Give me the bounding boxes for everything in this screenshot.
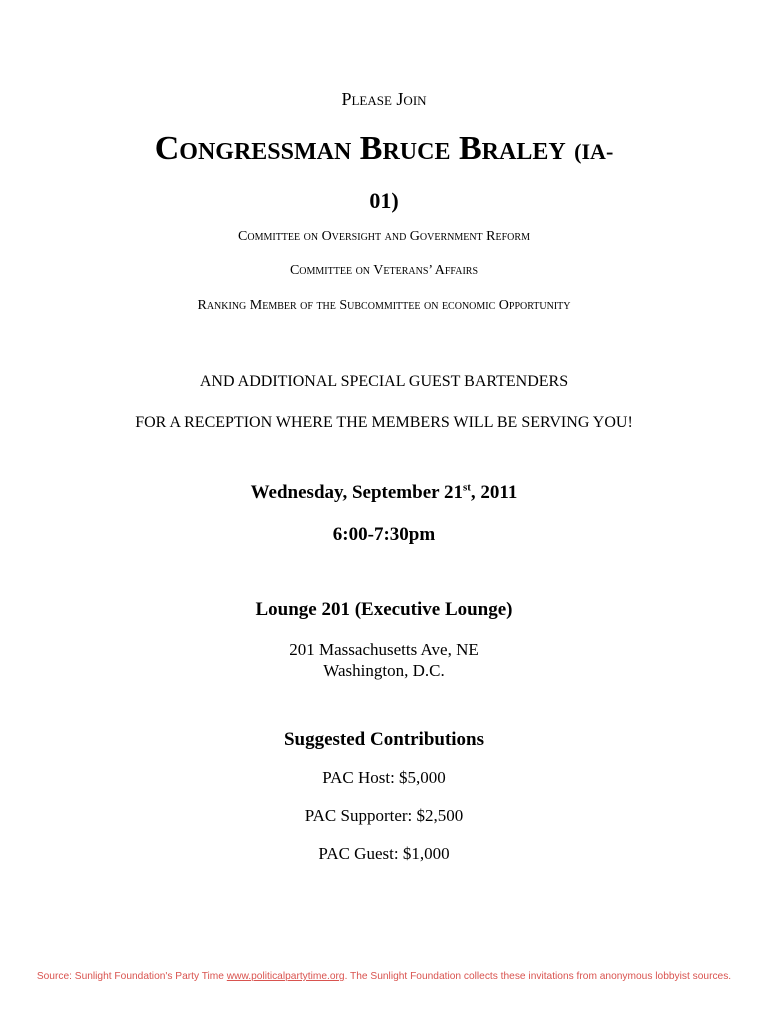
reception-line: FOR A RECEPTION WHERE THE MEMBERS WILL BE SERVING YOU!: [135, 414, 633, 431]
event-date-ordinal: st: [462, 481, 471, 494]
committee-line: Committee on Veterans’ Affairs: [289, 263, 479, 278]
event-time: 6:00-7:30pm: [332, 524, 436, 545]
contributions-heading: Suggested Contributions: [283, 729, 485, 750]
honoree-name: Congressman Bruce Braley: [154, 130, 566, 167]
contribution-tier: PAC Guest: $1,000: [318, 844, 450, 863]
district-label: (IA-: [574, 139, 614, 164]
source-prefix: Source: Sunlight Foundation's Party Time: [36, 971, 227, 982]
source-footer: [0, 971, 768, 982]
venue-name: Lounge 201 (Executive Lounge): [255, 599, 513, 620]
committee-line: Ranking Member of the Subcommittee on economic Opportunity: [197, 298, 571, 313]
venue-address-line1: 201 Massachusetts Ave, NE: [289, 640, 479, 659]
venue-address-line2: Washington, D.C.: [323, 661, 445, 680]
event-date: [0, 482, 768, 504]
district-label-continued: 01): [369, 188, 399, 213]
source-link[interactable]: www.politicalpartytime.org: [226, 971, 345, 982]
contribution-tier: PAC Host: $5,000: [322, 768, 446, 787]
event-date-year: , 2011: [470, 482, 518, 503]
special-guests-line: AND ADDITIONAL SPECIAL GUEST BARTENDERS: [199, 373, 569, 390]
contribution-tier: PAC Supporter: $2,500: [304, 806, 464, 825]
honoree-heading: [0, 130, 768, 168]
source-suffix: . The Sunlight Foundation collects these invitations from anonymous lobbyist sources.: [344, 971, 732, 982]
committee-line: Committee on Oversight and Government Reform: [238, 229, 530, 244]
intro-text: Please Join: [341, 89, 427, 109]
event-date-main: Wednesday, September 21: [250, 482, 463, 503]
